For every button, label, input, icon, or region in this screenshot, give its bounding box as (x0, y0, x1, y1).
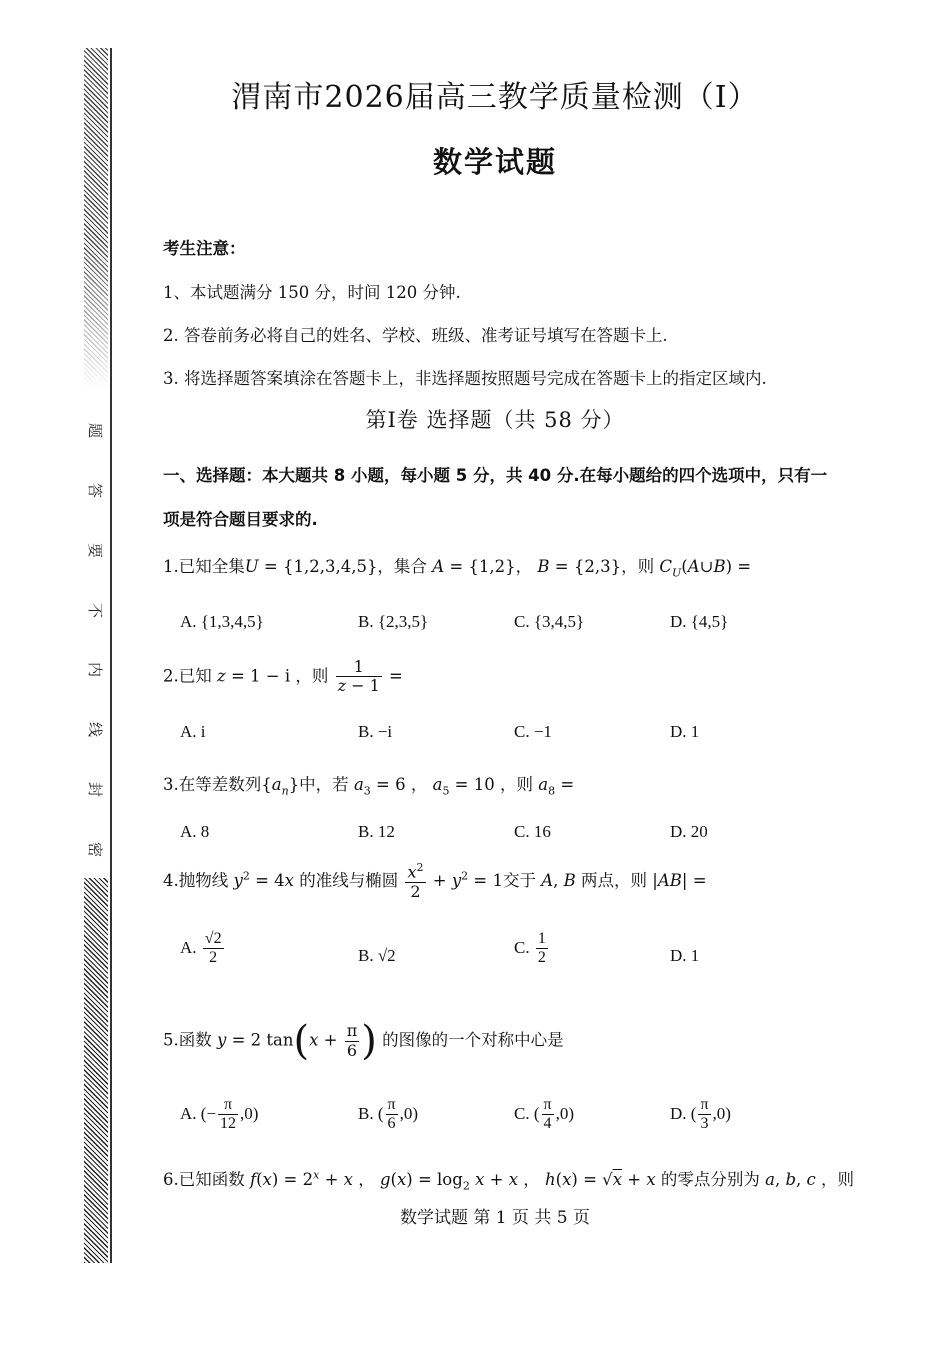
q5-option-d: D. ( $\frac{\pi}{3}$ ,0) (670, 1096, 731, 1133)
seal-line-text: 题 答 要 不 内 线 封 密 (86, 422, 105, 857)
q2-option-d: D. 1 (670, 722, 700, 741)
section-instructions-cont: 项是符合题目要求的. (163, 510, 318, 529)
q1-option-c: C. {3,4,5} (514, 612, 585, 631)
q2-option-b: B. −i (358, 722, 393, 741)
section-instructions: 一、选择题：本大题共 8 小题，每小题 5 分，共 40 分.在每小题给的四个选项中，只有一 (163, 466, 828, 485)
q4-option-d: D. 1 (670, 946, 700, 965)
q5-option-c: C. ( $\frac{\pi}{4}$ ,0) (514, 1096, 574, 1133)
question-5: 5.函数 y = 2 tan(x + $\frac{\pi}{6}$ ) 的图像的一个对称中心是 (163, 1018, 564, 1064)
exam-subtitle: 数学试题 (432, 145, 557, 179)
q1-option-b: B. {2,3,5} (358, 612, 429, 631)
question-1: 1.已知全集U = {1,2,3,4,5}，集合 A = {1,2}， B = {2,3}，则 $C_U(A\cup B)$ = (163, 557, 752, 580)
page-footer: 数学试题 第 1 页 共 5 页 (399, 1208, 591, 1228)
q2-option-a: A. i (180, 722, 206, 741)
binding-line (110, 48, 112, 1263)
q5-option-a: A. (− $\frac{\pi}{12}$ ,0) (180, 1096, 259, 1133)
q1-option-a: A. {1,3,4,5} (180, 612, 264, 631)
notice-item: 3. 将选择题答案填涂在答题卡上，非选择题按照题号完成在答题卡上的指定区域内. (163, 369, 767, 388)
exam-title: 渭南市2026届高三教学质量检测（Ⅰ） (231, 80, 759, 115)
q1-option-d: D. {4,5} (670, 612, 729, 631)
q5-option-b: B. ( $\frac{\pi}{6}$ ,0) (358, 1096, 418, 1133)
q3-option-d: D. 20 (670, 822, 708, 841)
q4-option-b: B. √2 (358, 946, 396, 965)
q3-option-c: C. 16 (514, 822, 551, 841)
q4-option-a: A. $\frac{√2}{2}$ (180, 930, 222, 967)
question-3: 3.在等差数列$\{a_n\}$中，若 $a_3 = 6$ ， $a_5 = 10$ ，则 $a_8$ = (163, 775, 575, 798)
q2-option-c: C. −1 (514, 722, 552, 741)
section-title: 第Ⅰ卷 选择题（共 58 分） (365, 408, 625, 432)
notice-heading: 考生注意： (163, 239, 246, 258)
q3-option-b: B. 12 (358, 822, 395, 841)
question-6: 6.已知函数 $f(x) = 2^x + x$ ， $g(x) = \log_2 x + x$ ， h(x) = √x + x 的零点分别为 a, b, c ，则 (163, 1168, 855, 1193)
notice-item: 1、本试题满分 150 分，时间 120 分钟. (163, 283, 461, 302)
question-2: 2.已知 z = 1 − i ，则 $\frac{1}{z - 1}$ = (163, 657, 403, 696)
q4-option-c: C. $\frac{1}{2}$ (514, 930, 546, 967)
notice-item: 2. 答卷前务必将自己的姓名、学校、班级、准考证号填写在答题卡上. (163, 326, 668, 345)
question-4: 4.抛物线 $y^2 = 4x$ 的准线与椭圆 $\frac{x^2}{2}$ + $y^2 = 1$交于 A, B 两点，则 |AB| = (163, 861, 707, 901)
q3-option-a: A. 8 (180, 822, 210, 841)
